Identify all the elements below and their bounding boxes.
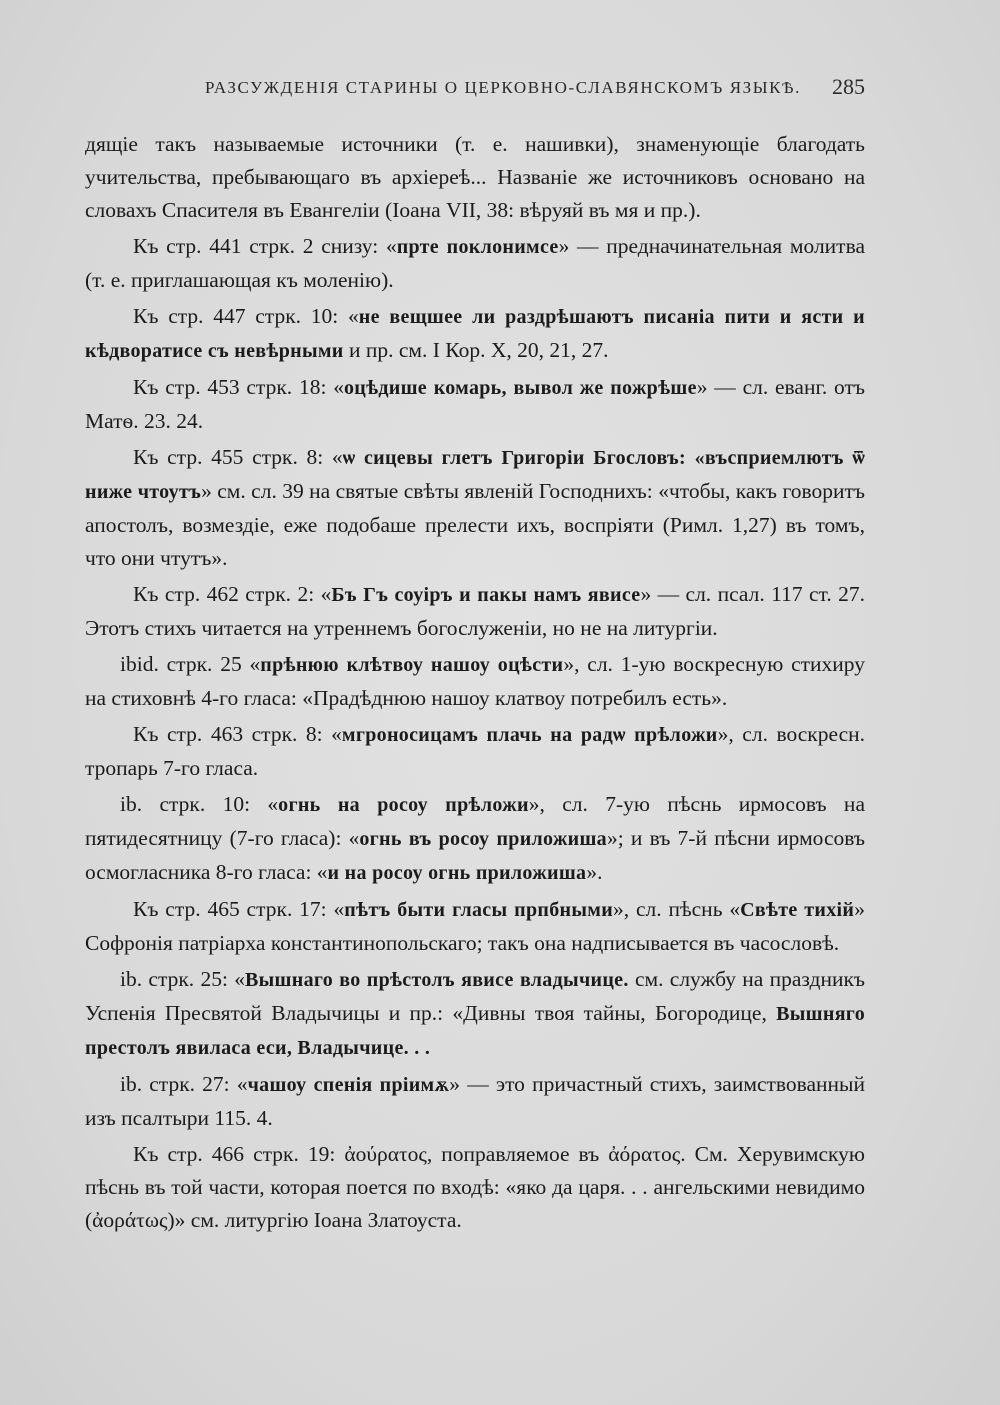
paragraph [85,718,865,785]
paragraph [85,371,865,438]
paragraph [85,578,865,645]
greek-word: ἀόρατος [608,1142,681,1166]
paragraph-text: Къ стр. 466 стрк. 19: [133,1142,345,1166]
church-slavonic-quote: ѡ сицевы глетъ Григоріи Бгословъ: «въсприемлютъ ѿ ниже чтоутъ [85,447,865,503]
greek-word: ἀοράτως [92,1208,168,1232]
paragraph-text: . См. Херувимскую пѣснь въ той части, которая поется по входѣ: «яко да царя. . . ангельскими невидимо ( [85,1142,865,1232]
church-slavonic-quote: и на росоу огнь приложиша [327,862,587,884]
church-slavonic-quote: прѣнюю клѣтвоу нашоу оцѣсти [260,654,564,676]
greek-word: ἀούρατος [344,1142,427,1166]
body-text [85,128,865,1240]
church-slavonic-quote: не вещшее ли раздрѣшаютъ писаніа пити и ясти и кѣдворатисе съ невѣрными [85,306,866,362]
paragraph-text: Къ стр. 465 стрк. 17: « [133,897,345,921]
paragraph-text: ib. стрк. 10: « [120,792,279,816]
church-slavonic-quote: прте поклонимсе [396,236,559,258]
church-slavonic-quote: огнь въ росоу приложиша [359,828,607,850]
paragraph [85,230,865,297]
page-number: 285 [832,74,865,99]
church-slavonic-quote: пѣтъ быти гласы прпбными [344,899,614,921]
church-slavonic-quote: Вышнаго во прѣстолъ явисе владычице. [245,969,629,991]
paragraph-text: , поправляемое въ [426,1142,609,1166]
paragraph-text: и пр. см. I Кор. X, 20, 21, 27. [343,338,609,362]
paragraph [85,893,865,960]
paragraph-text: Къ стр. 455 стрк. 8: « [133,445,343,469]
church-slavonic-quote: огнь на росоу прѣложи [278,794,529,816]
church-slavonic-quote: оцѣдише комарь, вывол же пожрѣше [343,377,697,399]
paragraph-text: » — это причастный стихъ, заимствованный изъ псалтыри 115. 4. [85,1072,866,1130]
paragraph-text: ». [586,860,603,884]
paragraph-text: ib. стрк. 25: « [120,967,245,991]
paragraph-text: )» см. литургію Іоана Златоуста. [167,1208,462,1232]
church-slavonic-quote: чашоу спенія пріимѫ [247,1074,450,1096]
paragraph-text: ibid. стрк. 25 « [120,652,261,676]
paragraph-text: » см. сл. 39 на святые свѣты явленій Господнихъ: «чтобы, какъ говоритъ апостолъ, возмездіе, еже подобаше прелести ихъ, воспріяти (Римл. 1,27) въ томъ, что они чтутъ». [85,479,865,570]
paragraph-text: дящіе такъ называемые источники (т. е. нашивки), знаменующіе благодать учительства, пребывающаго въ архіереѣ... Названіе же источниковъ основано на словахъ Спасителя въ Евангеліи (Іоана VII, 38: вѣруяй въ мя и пр.). [85,132,865,222]
church-slavonic-quote: Свѣте тихій [740,899,855,921]
church-slavonic-quote: Вышняго престолъ явиласа еси, Владычице. . . [85,1003,865,1059]
paragraph-text: Къ стр. 453 стрк. 18: « [133,375,344,399]
paragraph [85,788,865,890]
paragraph-text: » Софронія патріарха константинопольскаго; такъ она надписывается въ часословѣ. [85,897,865,955]
paragraph-text: см. службу на праздникъ Успенія Пресвятой Владычицы и пр.: «Дивны твоя тайны, Богородице, [85,967,866,1025]
paragraph-text: Къ стр. 463 стрк. 8: « [133,722,342,746]
church-slavonic-quote: мгроносицамъ плачь на радѡ прѣложи [341,724,718,746]
paragraph [85,648,865,715]
paragraph-text: », сл. 7-ую пѣснь ирмосовъ на пятидесятницу (7-го гласа): « [85,792,865,850]
paragraph-text: Къ стр. 462 стрк. 2: « [133,582,332,606]
paragraph [85,441,865,575]
paragraph [85,963,865,1065]
paragraph-text: Къ стр. 441 стрк. 2 снизу: « [133,234,397,258]
paragraph-text: » — предначинательная молитва (т. е. приглашающая къ моленію). [85,234,865,292]
paragraph [85,128,865,227]
paragraph-text: ib. стрк. 27: « [120,1072,248,1096]
paragraph [85,1068,865,1135]
paragraph-text: » — сл. еванг. отъ Матѳ. 23. 24. [85,375,865,433]
paragraph-text: », сл. пѣснь « [613,897,741,921]
church-slavonic-quote: Бъ Гъ соуіръ и пакы намъ явисе [331,584,641,606]
paragraph [85,1138,865,1237]
paragraph-text: Къ стр. 447 стрк. 10: « [133,304,359,328]
paragraph-text: », сл. 1-ую воскресную стихиру на стиховнѣ 4-го гласа: «Прадѣднюю нашоу клатвоу потребилъ есть». [85,652,865,710]
paragraph-text: » — сл. псал. 117 ст. 27. Этотъ стихъ читается на утреннемъ богослуженіи, но не на литургіи. [85,582,866,640]
running-header-title: РАЗСУЖДЕНІЯ СТАРИНЫ О ЦЕРКОВНО-СЛАВЯНСКОМЪ ЯЗЫКѢ. [205,78,801,97]
paragraph [85,300,865,368]
paragraph-text: », сл. воскресн. тропарь 7-го гласа. [85,722,865,780]
paragraph-text: »; и въ 7-й пѣсни ирмосовъ осмогласника 8-го гласа: « [85,826,865,884]
